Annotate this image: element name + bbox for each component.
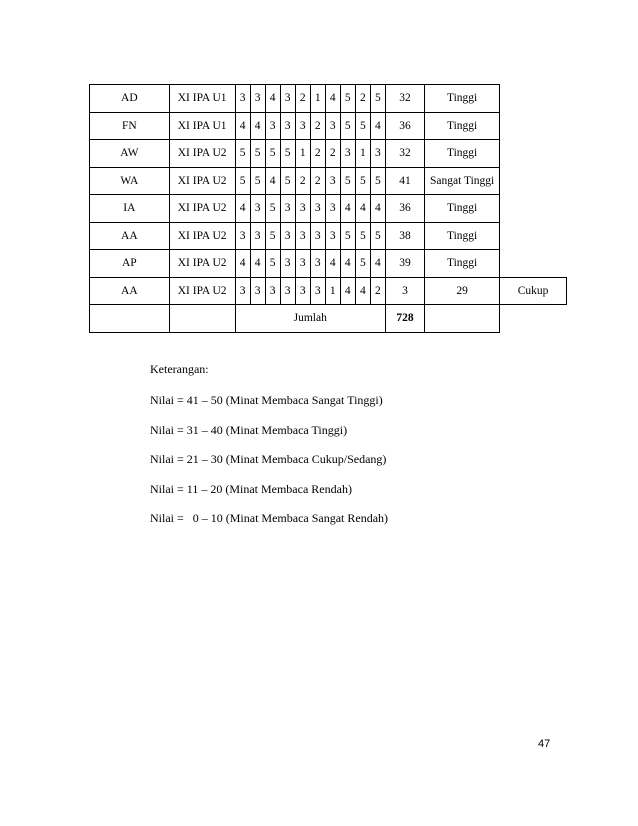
sum-value-cell: 728	[385, 305, 424, 333]
score-cell: 5	[265, 140, 280, 168]
category-cell: Tinggi	[425, 85, 500, 113]
student-initial-cell: AA	[90, 222, 170, 250]
score-cell: 5	[355, 250, 370, 278]
total-cell: 38	[385, 222, 424, 250]
notes-line: Nilai = 0 – 10 (Minat Membaca Sangat Rendah)	[150, 511, 389, 525]
class-cell: XI IPA U2	[169, 222, 235, 250]
table-row	[90, 250, 567, 278]
class-cell: XI IPA U2	[169, 250, 235, 278]
score-cell: 3	[310, 277, 325, 305]
notes-line: Nilai = 31 – 40 (Minat Membaca Tinggi)	[150, 422, 348, 437]
table-row	[90, 167, 567, 195]
score-cell: 5	[355, 222, 370, 250]
score-cell: 3	[235, 277, 250, 305]
score-cell: 4	[265, 167, 280, 195]
score-cell: 3	[280, 250, 295, 278]
score-cell: 4	[235, 195, 250, 223]
score-cell: 3	[295, 112, 310, 140]
score-cell: 3	[310, 250, 325, 278]
score-cell: 4	[355, 277, 370, 305]
score-cell: 3	[280, 85, 295, 113]
notes-line: Nilai = 11 – 20 (Minat Membaca Rendah)	[150, 481, 352, 496]
score-cell: 2	[355, 85, 370, 113]
score-cell: 5	[265, 250, 280, 278]
student-initial-cell: AD	[90, 85, 170, 113]
score-cell: 5	[250, 140, 265, 168]
score-cell: 3	[280, 222, 295, 250]
score-cell: 3	[295, 195, 310, 223]
score-cell: 2	[310, 140, 325, 168]
sum-row	[90, 305, 567, 333]
total-cell: 41	[385, 167, 424, 195]
category-cell: Tinggi	[425, 195, 500, 223]
category-cell: Cukup	[500, 277, 567, 305]
notes-line: Nilai = 21 – 30 (Minat Membaca Cukup/Sedang)	[150, 452, 387, 466]
score-cell: 5	[370, 85, 385, 113]
score-cell: 3	[385, 277, 424, 305]
score-cell: 4	[250, 250, 265, 278]
score-cell: 3	[280, 277, 295, 305]
empty-cell	[425, 305, 500, 333]
score-cell: 5	[355, 167, 370, 195]
student-initial-cell: IA	[90, 195, 170, 223]
score-cell: 5	[250, 167, 265, 195]
reading-interest-table	[89, 84, 567, 333]
class-cell: XI IPA U1	[169, 112, 235, 140]
table-row	[90, 277, 567, 305]
empty-cell	[90, 305, 170, 333]
score-cell: 4	[235, 112, 250, 140]
score-cell: 3	[265, 277, 280, 305]
student-initial-cell: AW	[90, 140, 170, 168]
category-cell: Tinggi	[425, 112, 500, 140]
score-cell: 3	[325, 195, 340, 223]
score-cell: 5	[340, 85, 355, 113]
score-cell: 1	[325, 277, 340, 305]
score-cell: 4	[370, 195, 385, 223]
table-row	[90, 85, 567, 113]
score-cell: 1	[355, 140, 370, 168]
score-cell: 3	[265, 112, 280, 140]
notes-section	[150, 360, 388, 539]
score-cell: 5	[280, 167, 295, 195]
score-cell: 1	[310, 85, 325, 113]
category-cell: Tinggi	[425, 222, 500, 250]
score-cell: 2	[325, 140, 340, 168]
score-cell: 5	[235, 140, 250, 168]
notes-heading: Keterangan:	[150, 362, 209, 376]
table-row	[90, 222, 567, 250]
student-initial-cell: WA	[90, 167, 170, 195]
score-cell: 4	[370, 112, 385, 140]
score-cell: 3	[325, 222, 340, 250]
score-cell: 4	[265, 85, 280, 113]
total-cell: 39	[385, 250, 424, 278]
total-cell: 32	[385, 85, 424, 113]
score-cell: 3	[280, 112, 295, 140]
score-cell: 3	[235, 85, 250, 113]
category-cell: Tinggi	[425, 140, 500, 168]
score-cell: 4	[325, 85, 340, 113]
score-cell: 3	[310, 222, 325, 250]
score-cell: 5	[235, 167, 250, 195]
total-cell: 32	[385, 140, 424, 168]
total-cell: 36	[385, 195, 424, 223]
score-cell: 3	[325, 167, 340, 195]
score-cell: 3	[295, 277, 310, 305]
table-row	[90, 195, 567, 223]
sum-label-cell: Jumlah	[235, 305, 385, 333]
score-cell: 3	[325, 112, 340, 140]
category-cell: Tinggi	[425, 250, 500, 278]
score-cell: 3	[295, 250, 310, 278]
score-cell: 2	[295, 167, 310, 195]
score-cell: 3	[340, 140, 355, 168]
score-cell: 5	[265, 222, 280, 250]
empty-cell	[169, 305, 235, 333]
score-cell: 3	[280, 195, 295, 223]
score-cell: 3	[250, 85, 265, 113]
score-cell: 4	[370, 250, 385, 278]
score-cell: 4	[250, 112, 265, 140]
score-cell: 2	[295, 85, 310, 113]
score-cell: 5	[340, 112, 355, 140]
total-cell: 36	[385, 112, 424, 140]
score-cell: 5	[340, 222, 355, 250]
student-initial-cell: AP	[90, 250, 170, 278]
score-cell: 4	[355, 195, 370, 223]
score-cell: 2	[370, 277, 385, 305]
class-cell: XI IPA U2	[169, 195, 235, 223]
score-cell: 5	[355, 112, 370, 140]
score-cell: 5	[370, 222, 385, 250]
score-cell: 4	[340, 195, 355, 223]
score-cell: 3	[370, 140, 385, 168]
table-body	[90, 85, 567, 333]
class-cell: XI IPA U1	[169, 85, 235, 113]
score-cell: 3	[310, 195, 325, 223]
score-cell: 5	[340, 167, 355, 195]
score-cell: 3	[295, 222, 310, 250]
student-initial-cell: AA	[90, 277, 170, 305]
score-cell: 5	[280, 140, 295, 168]
category-cell: Sangat Tinggi	[425, 167, 500, 195]
score-cell: 2	[310, 167, 325, 195]
score-cell: 5	[370, 167, 385, 195]
score-cell: 2	[310, 112, 325, 140]
score-cell: 3	[235, 222, 250, 250]
score-cell: 3	[250, 195, 265, 223]
total-cell: 29	[425, 277, 500, 305]
class-cell: XI IPA U2	[169, 277, 235, 305]
table-row	[90, 112, 567, 140]
notes-line: Nilai = 41 – 50 (Minat Membaca Sangat Tinggi)	[150, 393, 383, 407]
page-number: 47	[538, 738, 551, 750]
score-cell: 3	[250, 277, 265, 305]
score-cell: 4	[340, 277, 355, 305]
student-initial-cell: FN	[90, 112, 170, 140]
class-cell: XI IPA U2	[169, 167, 235, 195]
score-cell: 4	[235, 250, 250, 278]
score-cell: 5	[265, 195, 280, 223]
table-row	[90, 140, 567, 168]
score-cell: 1	[295, 140, 310, 168]
score-cell: 4	[325, 250, 340, 278]
score-cell: 3	[250, 222, 265, 250]
class-cell: XI IPA U2	[169, 140, 235, 168]
score-cell: 4	[340, 250, 355, 278]
